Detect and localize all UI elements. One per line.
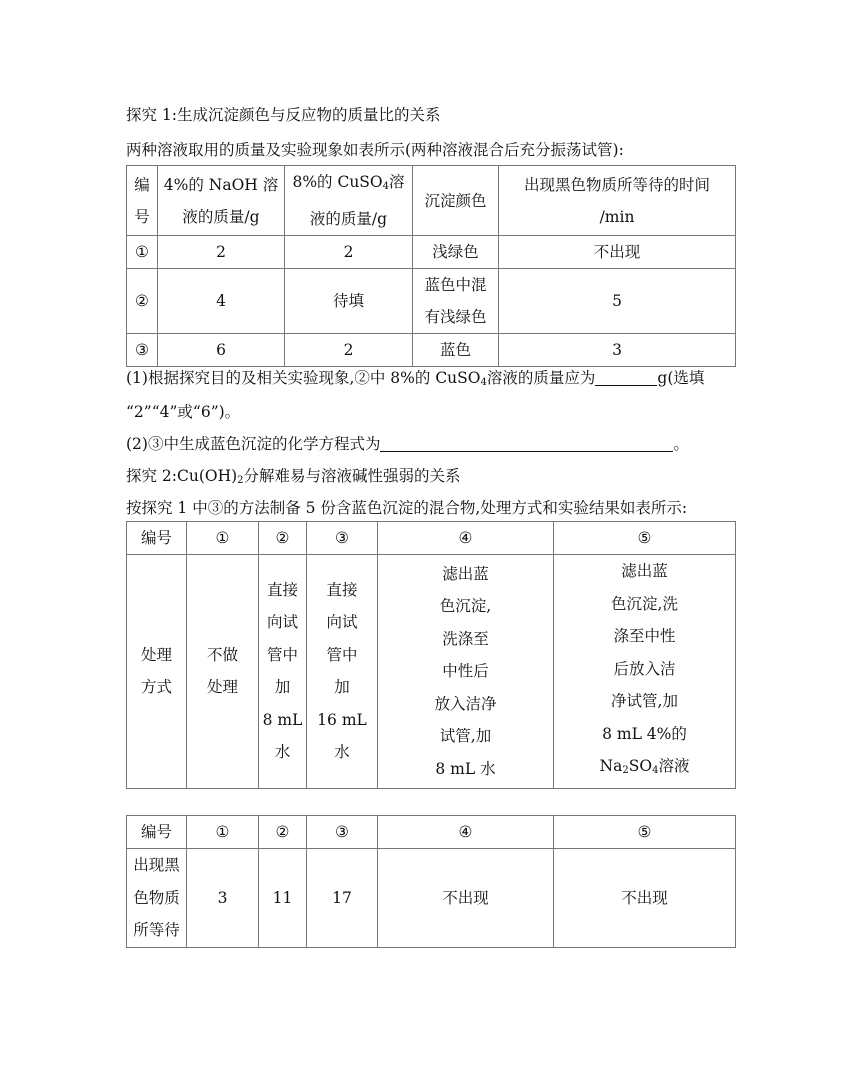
- table-row: ② 4 待填 蓝色中混 有浅绿色 5: [127, 269, 736, 334]
- header-precipitate-color: 沉淀颜色: [413, 166, 499, 236]
- header-cuso4-mass: 8%的 CuSO$_4$溶 液的质量/g: [285, 166, 413, 236]
- exp2-result-header-row: 编号 ① ② ③ ④ ⑤: [127, 816, 736, 849]
- table-row: ① 2 2 浅绿色 不出现: [127, 236, 736, 269]
- exp2-header-row: 编号 ① ② ③ ④ ⑤: [127, 522, 736, 555]
- question-1-options: “2”“4”或“6”)。: [126, 403, 241, 421]
- exp2-intro: 按探究 1 中③的方法制备 5 份含蓝色沉淀的混合物,处理方式和实验结果如表所示:: [126, 499, 688, 517]
- question-1: (1)根据探究目的及相关实验现象,②中 8%的 CuSO$_4$溶液的质量应为 g(选填: [126, 369, 705, 388]
- exp2-result-row: 出现黑 色物质 所等待 3 11 17 不出现 不出现: [127, 849, 736, 948]
- exp1-title: 探究 1:生成沉淀颜色与反应物的质量比的关系: [126, 106, 441, 124]
- exp1-header-row: [127, 166, 736, 236]
- exp2-title: 探究 $2:Cu(OH)_2$分解难易与溶液碱性强弱的关系: [126, 467, 461, 486]
- answer-blank-1[interactable]: [595, 369, 657, 386]
- exp2-treatment-row: 处理 方式 不做 处理 直接 向试 管中 加 8 mL 水 直接 向试 管中 加 16 mL 水 滤出蓝 色沉淀, 洗涤至 中性后 放入洁净 试管,加 8 mL 水 滤出蓝 色沉淀,洗 涤至中性 后放入洁 净试管,加 8 mL 4%的 $Na_2SO_4$溶液: [127, 555, 736, 789]
- question-2: (2)③中生成蓝色沉淀的化学方程式为 。: [126, 435, 689, 453]
- answer-blank-2[interactable]: [380, 435, 673, 452]
- exp1-table: [126, 165, 736, 367]
- header-naoh-mass: 4%的 NaOH 溶 液的质量/g: [158, 166, 285, 236]
- exp1-intro: 两种溶液取用的质量及实验现象如表所示(两种溶液混合后充分振荡试管):: [126, 141, 624, 159]
- exp2-treatment-table: [126, 521, 736, 789]
- exp2-result-table: [126, 815, 736, 948]
- table-row: ③ 6 2 蓝色 3: [127, 334, 736, 367]
- header-num: 编 号: [127, 166, 158, 236]
- header-wait-time: 出现黑色物质所等待的时间 /min: [499, 166, 736, 236]
